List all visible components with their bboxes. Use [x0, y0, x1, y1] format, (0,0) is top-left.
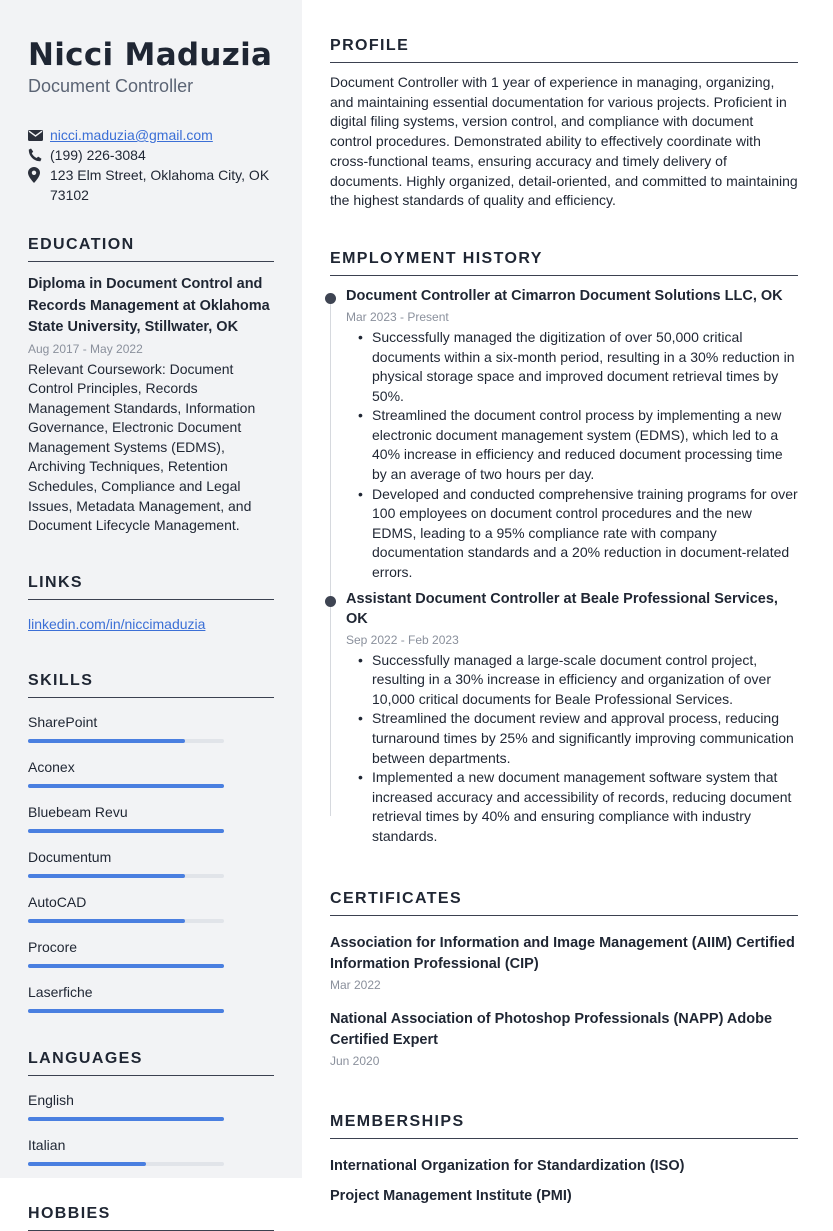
skill-level-track	[28, 739, 224, 743]
skill-level-fill	[28, 874, 185, 878]
job-bullets	[346, 328, 798, 583]
hobbies-section	[28, 1204, 274, 1231]
job-dates: Mar 2023 - Present	[346, 309, 449, 324]
education-date: Aug 2017 - May 2022	[28, 341, 143, 356]
skill-level-fill	[28, 1009, 224, 1013]
language-level-fill	[28, 1117, 224, 1121]
certificates-list	[330, 933, 798, 1069]
profile-text: Document Controller with 1 year of experience in managing, organizing, and maintaining essential documentation for various projects. Proficient in digital filing systems, version control, and compliance with document control procedures. Demonstrated ability to effectively coordinate with cross-functional teams, ensuring accuracy and timely delivery of documents. Highly organized, detail-oriented, and committed to maintaining the highest standards of quality and efficiency.	[330, 74, 798, 209]
contact-block	[28, 125, 274, 205]
skill-item	[28, 743, 274, 788]
skill-name: SharePoint	[28, 713, 98, 730]
timeline-dot	[325, 596, 336, 607]
contact-phone-row	[28, 145, 274, 165]
envelope-icon	[28, 125, 50, 145]
skills-section	[28, 671, 274, 1013]
address-line-2: 73102	[50, 187, 89, 203]
employment-timeline	[330, 286, 798, 847]
skills-list	[28, 698, 274, 1013]
education-section	[28, 235, 274, 536]
education-degree: Diploma in Document Control and Records Management at Oklahoma State University, Stillwater, OK	[28, 276, 270, 335]
skill-level-track	[28, 1009, 224, 1013]
jobs-list	[346, 286, 798, 847]
job-bullet: • Successfully managed a large-scale document control project, resulting in a 30% increase in efficiency and organization of over 10,000 critical documents for Beale Professional Services.	[346, 651, 798, 710]
skill-level-fill	[28, 784, 224, 788]
language-level-track	[28, 1162, 224, 1166]
contact-address-row	[28, 165, 274, 205]
certificates-section	[330, 889, 798, 1069]
employment-heading: EMPLOYMENT HISTORY	[330, 249, 798, 276]
skill-level-fill	[28, 919, 185, 923]
skill-item	[28, 923, 274, 968]
skill-level-track	[28, 919, 224, 923]
skill-item	[28, 878, 274, 923]
job-entry	[346, 589, 798, 847]
certificate-item	[330, 1009, 798, 1069]
skill-name: Aconex	[28, 758, 75, 775]
phone-icon	[28, 145, 50, 165]
job-bullet: • Streamlined the document review and approval process, reducing turnaround times by 25% and significantly improving communication between departments.	[346, 709, 798, 768]
memberships-heading: MEMBERSHIPS	[330, 1112, 798, 1139]
skill-level-track	[28, 829, 224, 833]
language-level-track	[28, 1117, 224, 1121]
linkedin-link[interactable]: linkedin.com/in/niccimaduzia	[28, 615, 206, 632]
memberships-list	[330, 1156, 798, 1206]
links-section	[28, 573, 274, 634]
timeline-dot	[325, 293, 336, 304]
certificate-item	[330, 933, 798, 993]
skill-level-fill	[28, 964, 224, 968]
job-title: Document Controller at Cimarron Document Solutions LLC, OK	[346, 287, 783, 304]
memberships-section	[330, 1112, 798, 1206]
candidate-name: Nicci Maduzia	[28, 37, 273, 73]
job-title: Assistant Document Controller at Beale Professional Services, OK	[346, 590, 778, 627]
employment-section	[330, 249, 798, 847]
skill-name: Laserfiche	[28, 983, 93, 1000]
skill-item	[28, 788, 274, 833]
job-entry	[346, 286, 798, 583]
languages-section	[28, 1049, 274, 1166]
skill-level-track	[28, 964, 224, 968]
sidebar	[0, 0, 302, 1222]
skill-level-fill	[28, 739, 185, 743]
languages-list	[28, 1076, 274, 1166]
language-name: English	[28, 1091, 74, 1108]
language-item	[28, 1076, 274, 1121]
education-description: Relevant Coursework: Document Control Principles, Records Management Standards, Information Governance, Electronic Document Management Systems (EDMS), Archiving Techniques, Retention Schedules, Compliance and Legal Issues, Metadata Management, and Document Lifecycle Management.	[28, 360, 256, 534]
language-item	[28, 1121, 274, 1166]
skill-name: Procore	[28, 938, 78, 955]
education-heading: EDUCATION	[28, 235, 274, 262]
profile-section	[330, 36, 798, 211]
phone-text: (199) 226-3084	[50, 147, 146, 163]
profile-heading: PROFILE	[330, 36, 798, 63]
skill-level-track	[28, 874, 224, 878]
language-name: Italian	[28, 1136, 66, 1153]
email-link[interactable]: nicci.maduzia@gmail.com	[50, 127, 213, 143]
job-bullet: • Implemented a new document management software system that increased accuracy and accessibility of records, reducing document retrieval times by 40% and ensuring compliance with industry standards.	[346, 768, 798, 846]
timeline-line	[330, 294, 331, 816]
candidate-title: Document Controller	[28, 76, 194, 96]
contact-email-row	[28, 125, 274, 145]
certificates-heading: CERTIFICATES	[330, 889, 798, 916]
skill-name: AutoCAD	[28, 893, 87, 910]
skills-heading: SKILLS	[28, 671, 274, 698]
job-bullet: • Successfully managed the digitization of over 50,000 critical documents within a six-month period, resulting in a 30% reduction in physical storage space and improved document retrieval times by 50%.	[346, 328, 798, 406]
hobbies-heading: HOBBIES	[28, 1204, 274, 1231]
job-dates: Sep 2022 - Feb 2023	[346, 632, 459, 647]
skill-name: Documentum	[28, 848, 112, 865]
skill-item	[28, 833, 274, 878]
skill-level-fill	[28, 829, 224, 833]
address-text	[50, 165, 269, 205]
skill-item	[28, 698, 274, 743]
job-bullet: • Streamlined the document control process by implementing a new electronic document management system (EDMS), which led to a 40% increase in efficiency and reduced document processing time by an average of two hours per day.	[346, 406, 798, 484]
certificate-date: Jun 2020	[330, 1053, 380, 1068]
links-heading: LINKS	[28, 573, 274, 600]
skill-item	[28, 968, 274, 1013]
certificate-title: National Association of Photoshop Professionals (NAPP) Adobe Certified Expert	[330, 1010, 773, 1048]
job-bullets	[346, 651, 798, 847]
map-pin-icon	[28, 165, 50, 185]
language-level-fill	[28, 1162, 146, 1166]
membership-item: International Organization for Standardization (ISO)	[330, 1157, 685, 1174]
address-line-1: 123 Elm Street, Oklahoma City, OK	[50, 167, 270, 183]
skill-name: Bluebeam Revu	[28, 803, 128, 820]
job-bullet: • Developed and conducted comprehensive training programs for over 100 employees on document control procedures and the new EDMS, leading to a 95% compliance rate with company documentation standards and a 20% reduction in document-related errors.	[346, 485, 798, 583]
skill-level-track	[28, 784, 224, 788]
membership-item: Project Management Institute (PMI)	[330, 1187, 572, 1204]
certificate-title: Association for Information and Image Management (AIIM) Certified Information Professional (CIP)	[330, 934, 795, 972]
certificate-date: Mar 2022	[330, 977, 381, 992]
main-content	[330, 36, 798, 1206]
languages-heading: LANGUAGES	[28, 1049, 274, 1076]
